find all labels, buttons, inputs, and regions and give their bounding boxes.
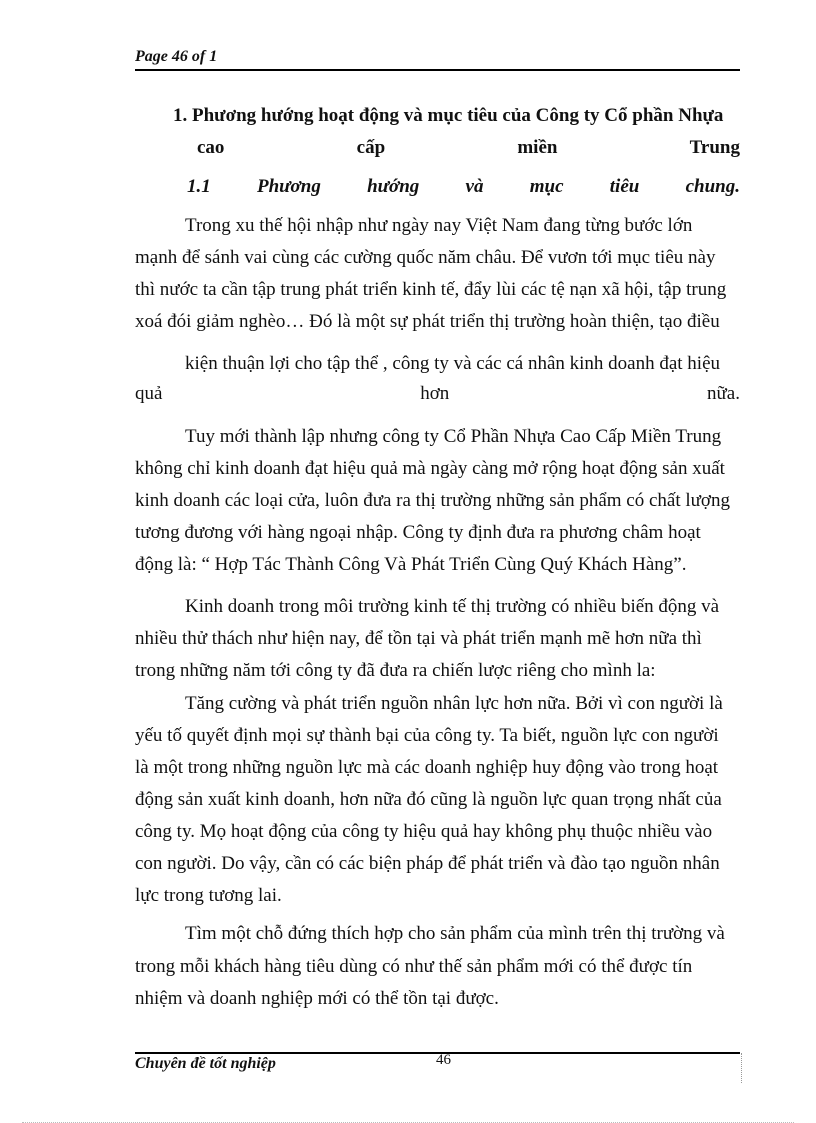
subheading-word: tiêu <box>609 176 640 197</box>
p1-line: mạnh để sánh vai cùng các cường quốc năm châu. Để vươn tới mục tiêu này <box>135 247 716 268</box>
p1-line: Trong xu thế hội nhập như ngày nay Việt Nam đang từng bước lớn <box>185 215 693 236</box>
p2-line: kinh doanh các loại cửa, luôn đưa ra thị trường những sản phẩm có chất lượng <box>135 490 730 511</box>
p2-line: tương đương với hàng ngoại nhập. Công ty định đưa ra phương châm hoạt <box>135 522 701 543</box>
subheading-word: chung. <box>685 176 740 197</box>
footer-page-number: 46 <box>436 1052 451 1068</box>
p3-line: Kinh doanh trong môi trường kinh tế thị trường có nhiều biến động và <box>185 596 720 617</box>
p1-line: thì nước ta cần tập trung phát triển kinh tế, đẩy lùi các tệ nạn xã hội, tập trung <box>135 279 727 300</box>
heading-word: miền <box>517 137 558 158</box>
p3-line: nhiều thử thách như hiện nay, để tồn tại và phát triển mạnh mẽ hơn nữa thì <box>135 628 702 649</box>
subheading-word: 1.1 <box>187 176 211 197</box>
p4-line: lực trong tương lai. <box>135 885 282 906</box>
p1-line: xoá đói giảm nghèo… Đó là một sự phát triển thị trường hoàn thiện, tạo điều <box>135 311 720 332</box>
p4-line: là một trong những nguồn lực mà các doanh nghiệp huy động vào trong hoạt <box>135 757 719 778</box>
page-corner-mark <box>741 1053 782 1083</box>
subheading <box>187 171 740 203</box>
p4-line: yếu tố quyết định mọi sự thành bại của công ty. Ta biết, nguồn lực con người <box>135 725 719 746</box>
subheading-word: Phương <box>257 176 321 197</box>
p2-line: Tuy mới thành lập nhưng công ty Cổ Phần Nhựa Cao Cấp Miền Trung <box>185 426 722 447</box>
p1-word: hơn <box>420 383 450 404</box>
p5-line: nhiệm và doanh nghiệp mới có thể tồn tại được. <box>135 988 499 1009</box>
header-rule <box>135 69 740 71</box>
heading-word: cao <box>197 137 225 158</box>
page-header-label: Page 46 of 1 <box>135 48 218 65</box>
subheading-word: và <box>465 176 484 197</box>
p1-word: quả <box>135 383 163 404</box>
section-heading-line2 <box>197 132 740 164</box>
p5-line: Tìm một chỗ đứng thích hợp cho sản phẩm của mình trên thị trường và <box>185 923 725 944</box>
p2-line: không chỉ kinh doanh đạt hiệu quả mà ngày càng mở rộng hoạt động sản xuất <box>135 458 725 479</box>
heading-word: cấp <box>356 137 386 158</box>
p1-word: nữa. <box>707 383 740 404</box>
footer-title: Chuyên đề tốt nghiệp <box>135 1055 276 1072</box>
p2-line: động là: “ Hợp Tác Thành Công Và Phát Triển Cùng Quý Khách Hàng”. <box>135 554 687 575</box>
heading-word: Trung <box>689 137 740 158</box>
p1-line: kiện thuận lợi cho tập thể , công ty và các cá nhân kinh doanh đạt hiệu <box>185 353 721 374</box>
p4-line: công ty. Mọ hoạt động của công ty hiệu quả hay không phụ thuộc nhiều vào <box>135 821 713 842</box>
p1-last-line <box>135 378 740 410</box>
section-heading-line1: 1. Phương hướng hoạt động và mục tiêu của Công ty Cổ phần Nhựa <box>173 105 724 126</box>
p4-line: con người. Do vậy, cần có các biện pháp để phát triển và đào tạo nguồn nhân <box>135 853 720 874</box>
subheading-word: hướng <box>367 176 420 197</box>
p5-line: trong mỗi khách hàng tiêu dùng có như thế sản phẩm mới có thể được tín <box>135 956 693 977</box>
p3-line: trong những năm tới công ty đã đưa ra chiến lược riêng cho mình la: <box>135 660 656 681</box>
subheading-word: mục <box>529 176 564 197</box>
p4-line: động sản xuất kinh doanh, hơn nữa đó cũng là nguồn lực quan trọng nhất của <box>135 789 722 810</box>
p4-line: Tăng cường và phát triển nguồn nhân lực hơn nữa. Bởi vì con người là <box>185 693 723 714</box>
